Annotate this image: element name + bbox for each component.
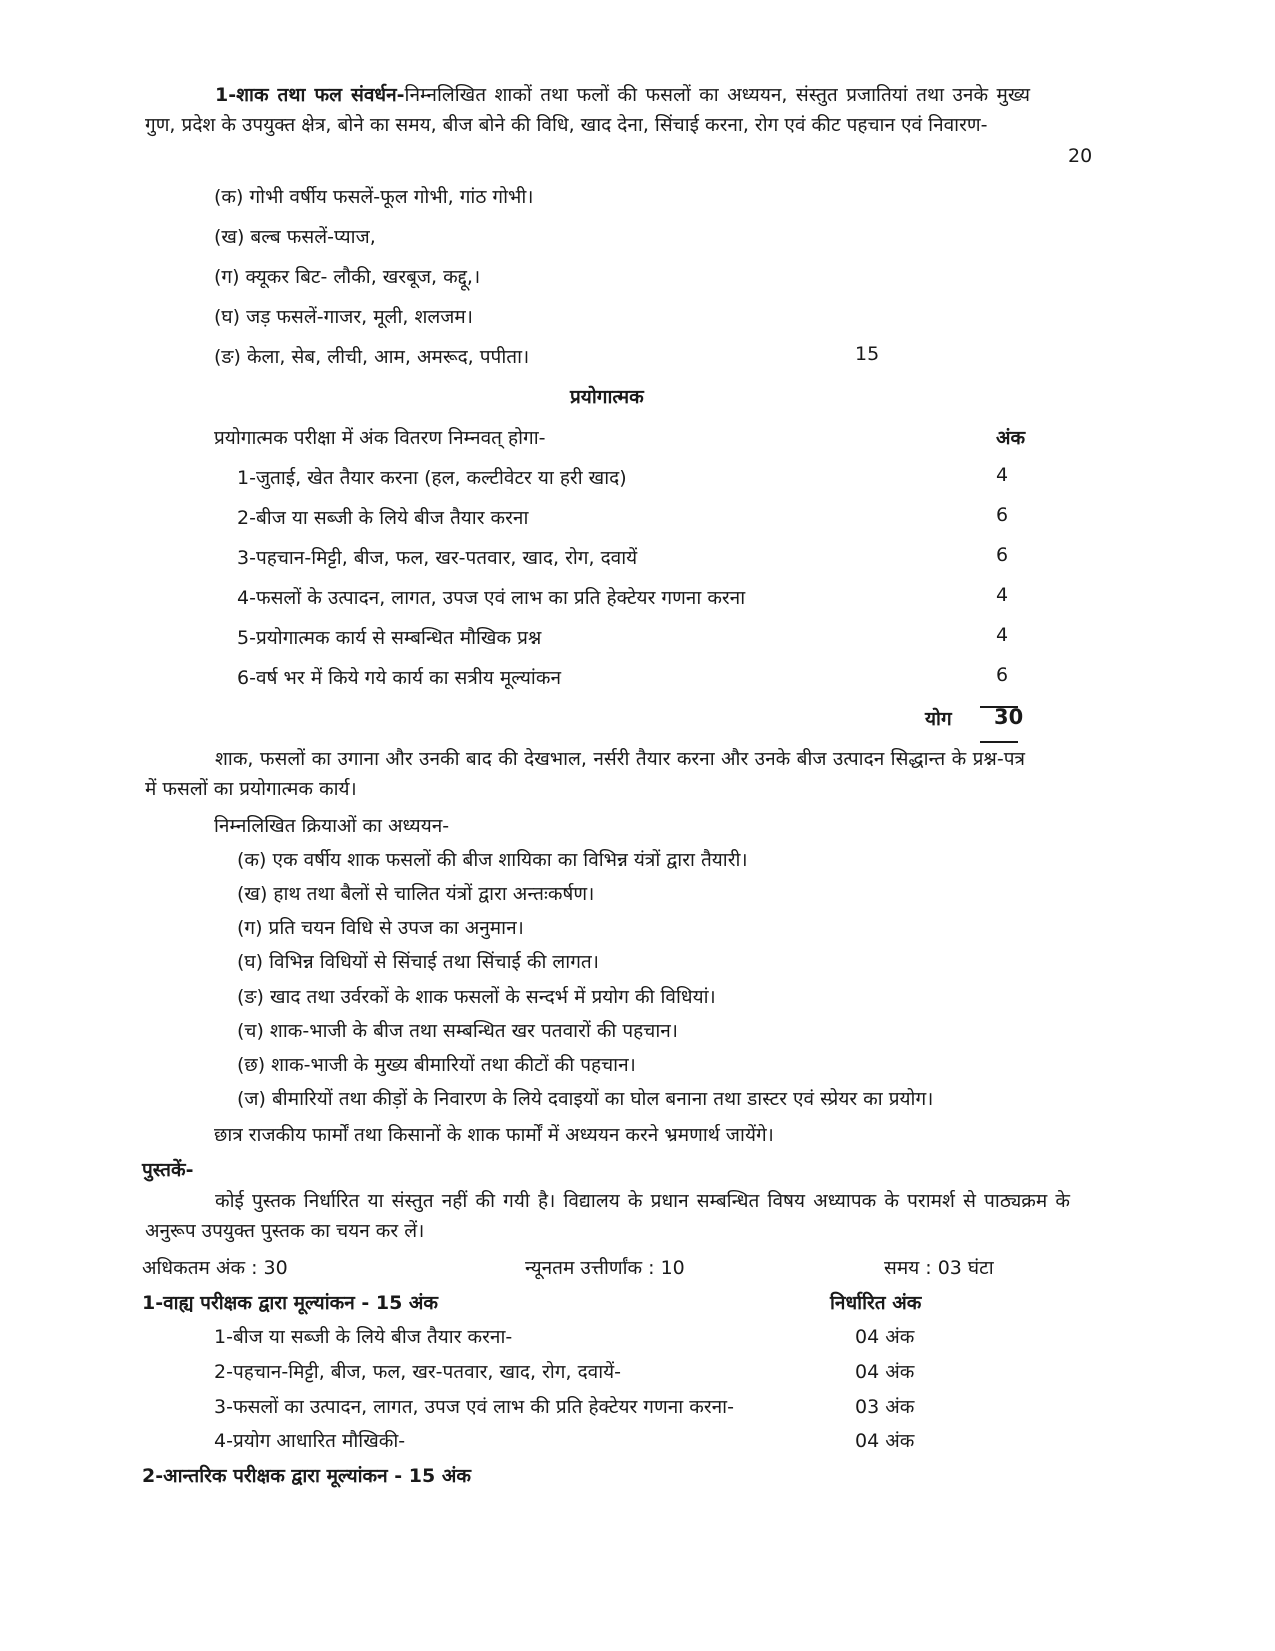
practical-row-marks: 6 [996,504,1009,526]
practical-row-label: 4-फसलों के उत्पादन, लागत, उपज एवं लाभ का प्रति हेक्टेयर गणना करना [237,587,746,609]
practical-title: प्रयोगात्मक [570,386,644,408]
external-row-marks: 03 अंक [855,1396,915,1418]
practical-paragraph: शाक, फसलों का उगाना और उनकी बाद की देखभाल, नर्सरी तैयार करना और उनके बीज उत्पादन सिद्धान्त के प्रश्न-पत्र में फसलों का प्रयोगात्मक कार्य। [145,748,1025,800]
practical-total-label: योग [925,708,952,730]
section1-item: (घ) जड़ फसलें-गाजर, मूली, शलजम। [214,306,473,328]
practical-row-marks: 6 [996,544,1009,566]
activity-item: (ख) हाथ तथा बैलों से चालित यंत्रों द्वारा अन्तःकर्षण। [237,883,595,905]
practical-row-marks: 4 [996,584,1009,606]
external-row-marks: 04 अंक [855,1326,915,1348]
external-row-marks: 04 अंक [855,1361,915,1383]
external-row-label: 2-पहचान-मिट्टी, बीज, फल, खर-पतवार, खाद, रोग, दवायें- [214,1361,622,1383]
activities-intro: निम्नलिखित क्रियाओं का अध्ययन- [214,815,450,837]
section1-items-marks: 15 [855,343,880,365]
visit-note: छात्र राजकीय फार्मों तथा किसानों के शाक फार्मों में अध्ययन करने भ्रमणार्थ जायेंगे। [214,1124,774,1146]
section1-item: (ख) बल्ब फसलें-प्याज, [214,226,376,248]
section1-item: (क) गोभी वर्षीय फसलें-फूल गोभी, गांठ गोभी। [214,186,534,208]
external-heading: 1-वाह्य परीक्षक द्वारा मूल्यांकन - 15 अंक [142,1292,439,1314]
total-rule-bottom [980,741,1018,743]
exam-time: समय : 03 घंटा [884,1257,994,1279]
external-row-label: 4-प्रयोग आधारित मौखिकी- [214,1430,406,1452]
practical-col-header: अंक [996,427,1026,449]
practical-row-marks: 4 [996,464,1009,486]
activity-item: (च) शाक-भाजी के बीज तथा सम्बन्धित खर पतवारों की पहचान। [237,1020,678,1042]
practical-intro: प्रयोगात्मक परीक्षा में अंक वितरण निम्नवत् होगा- [214,427,546,449]
practical-row-label: 2-बीज या सब्जी के लिये बीज तैयार करना [237,507,529,529]
books-heading: पुस्तकें- [142,1159,194,1181]
practical-total: 30 [994,705,1024,729]
practical-row-label: 1-जुताई, खेत तैयार करना (हल, कल्टीवेटर या हरी खाद) [237,467,627,489]
activity-item: (घ) विभिन्न विधियों से सिंचाई तथा सिंचाई की लागत। [237,951,599,973]
activity-item: (क) एक वर्षीय शाक फसलों की बीज शायिका का विभिन्न यंत्रों द्वारा तैयारी। [237,849,748,871]
activity-item: (ज) बीमारियों तथा कीड़ों के निवारण के लिये दवाइयों का घोल बनाना तथा डास्टर एवं स्प्रेयर का प्रयोग। [237,1088,934,1110]
internal-heading: 2-आन्तरिक परीक्षक द्वारा मूल्यांकन - 15 अंक [142,1465,471,1487]
activity-item: (छ) शाक-भाजी के मुख्य बीमारियों तथा कीटों की पहचान। [237,1054,636,1076]
section1-intro: निम्नलिखित शाकों तथा फलों की फसलों का अध्ययन, संस्तुत प्रजातियां तथा उनके मुख्य गुण, प्रदेश के उपयुक्त क्षेत्र, बोने का समय, बीज बोने की विधि, खाद देना, सिंचाई करना, रोग एवं कीट पहचान एवं निवारण- [145,84,1030,136]
assigned-marks-header: निर्धारित अंक [830,1292,922,1314]
exam-max-marks: अधिकतम अंक : 30 [142,1257,288,1279]
practical-row-label: 5-प्रयोगात्मक कार्य से सम्बन्धित मौखिक प्रश्न [237,627,542,649]
practical-row-label: 3-पहचान-मिट्टी, बीज, फल, खर-पतवार, खाद, रोग, दवायें [237,547,638,569]
external-row-marks: 04 अंक [855,1430,915,1452]
section1-paragraph [145,80,1030,140]
section1-item: (ग) क्यूकर बिट- लौकी, खरबूज, कद्दू,। [214,266,481,288]
activity-item: (ग) प्रति चयन विधि से उपज का अनुमान। [237,917,524,939]
external-row-label: 1-बीज या सब्जी के लिये बीज तैयार करना- [214,1326,513,1348]
section1-heading: 1-शाक तथा फल संवर्धन- [215,84,405,106]
external-row-label: 3-फसलों का उत्पादन, लागत, उपज एवं लाभ की प्रति हेक्टेयर गणना करना- [214,1396,734,1418]
books-text: कोई पुस्तक निर्धारित या संस्तुत नहीं की गयी है। विद्यालय के प्रधान सम्बन्धित विषय अध्यापक के परामर्श से पाठ्यक्रम के अनुरूप उपयुक्त पुस्तक का चयन कर लें। [145,1190,1070,1242]
activity-item: (ङ) खाद तथा उर्वरकों के शाक फसलों के सन्दर्भ में प्रयोग की विधियां। [237,986,716,1008]
practical-row-marks: 6 [996,664,1009,686]
exam-min-pass: न्यूनतम उत्तीर्णांक : 10 [525,1257,685,1279]
practical-row-label: 6-वर्ष भर में किये गये कार्य का सत्रीय मूल्यांकन [237,667,561,689]
section1-marks: 20 [1068,145,1093,167]
practical-row-marks: 4 [996,624,1009,646]
section1-item: (ङ) केला, सेब, लीची, आम, अमरूद, पपीता। [214,346,530,368]
